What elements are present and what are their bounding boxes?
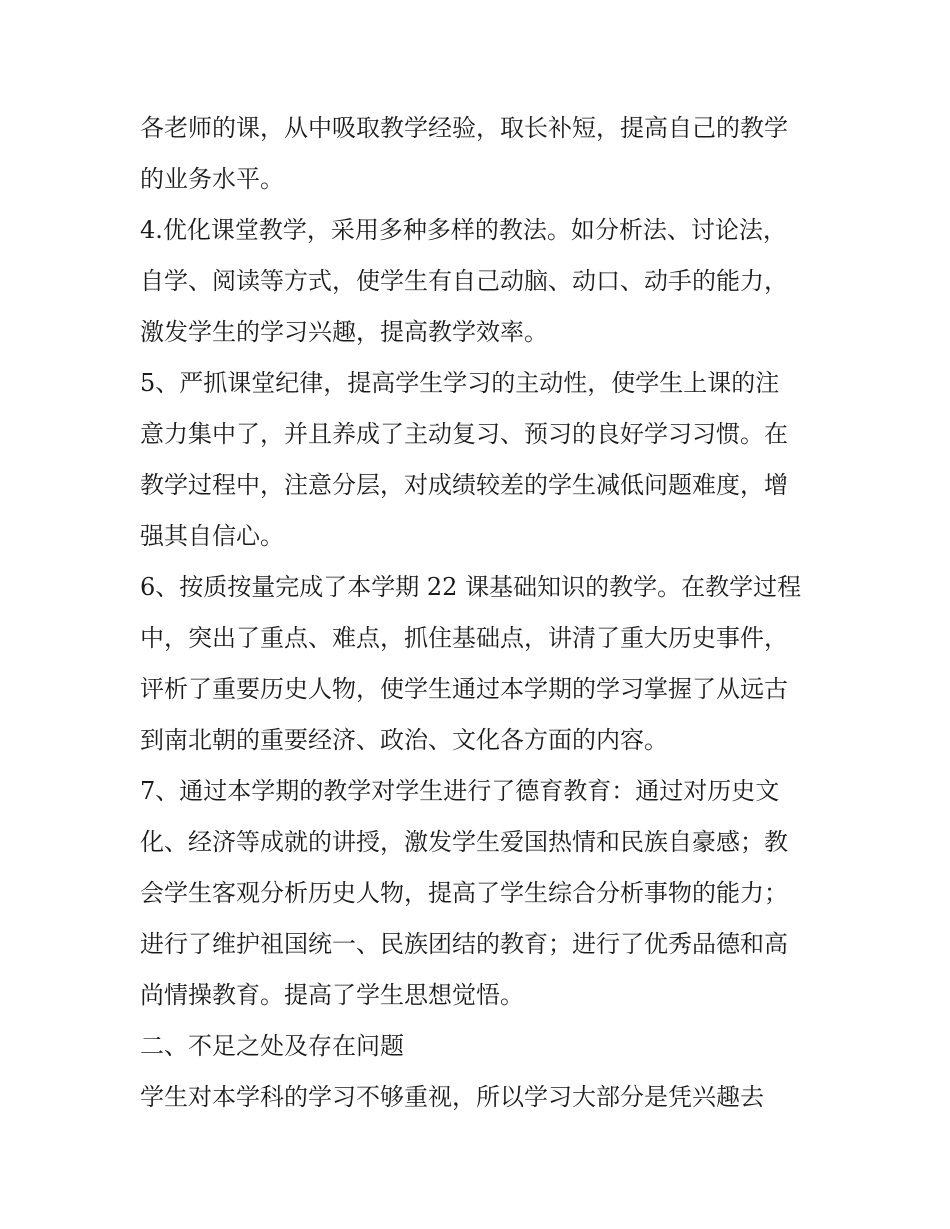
text-line: 教学过程中，注意分层，对成绩较差的学生减低问题难度，增 bbox=[140, 471, 788, 499]
text-line: 进行了维护祖国统一、民族团结的教育；进行了优秀品德和高 bbox=[140, 930, 788, 958]
text-line: 学生对本学科的学习不够重视，所以学习大部分是凭兴趣去 bbox=[140, 1083, 764, 1111]
section-heading: 二、不足之处及存在问题 bbox=[140, 1032, 404, 1060]
text-line: 激发学生的学习兴趣，提高教学效率。 bbox=[140, 318, 548, 346]
text-line: 中，突出了重点、难点，抓住基础点，讲清了重大历史事件， bbox=[140, 624, 788, 652]
text-line: 强其自信心。 bbox=[140, 522, 284, 550]
text-line: 各老师的课，从中吸取教学经验，取长补短，提高自己的教学 bbox=[140, 114, 788, 142]
text-line: 会学生客观分析历史人物，提高了学生综合分析事物的能力； bbox=[140, 879, 788, 907]
text-line: 化、经济等成就的讲授，激发学生爱国热情和民族自豪感；教 bbox=[140, 828, 788, 856]
document-body bbox=[140, 103, 820, 1123]
text-line: 意力集中了，并且养成了主动复习、预习的良好学习习惯。在 bbox=[140, 420, 788, 448]
text-line: 4.优化课堂教学，采用多种多样的教法。如分析法、讨论法， bbox=[140, 216, 787, 244]
text-line: 6、按质按量完成了本学期 22 课基础知识的教学。在教学过程 bbox=[140, 573, 802, 601]
text-line: 的业务水平。 bbox=[140, 165, 284, 193]
text-line: 7、通过本学期的教学对学生进行了德育教育：通过对历史文 bbox=[140, 777, 780, 805]
text-line: 5、严抓课堂纪律，提高学生学习的主动性，使学生上课的注 bbox=[140, 369, 780, 397]
text-line: 评析了重要历史人物，使学生通过本学期的学习掌握了从远古 bbox=[140, 675, 788, 703]
text-line: 自学、阅读等方式，使学生有自己动脑、动口、动手的能力， bbox=[140, 267, 788, 295]
text-line: 尚情操教育。提高了学生思想觉悟。 bbox=[140, 981, 524, 1009]
text-line: 到南北朝的重要经济、政治、文化各方面的内容。 bbox=[140, 726, 668, 754]
